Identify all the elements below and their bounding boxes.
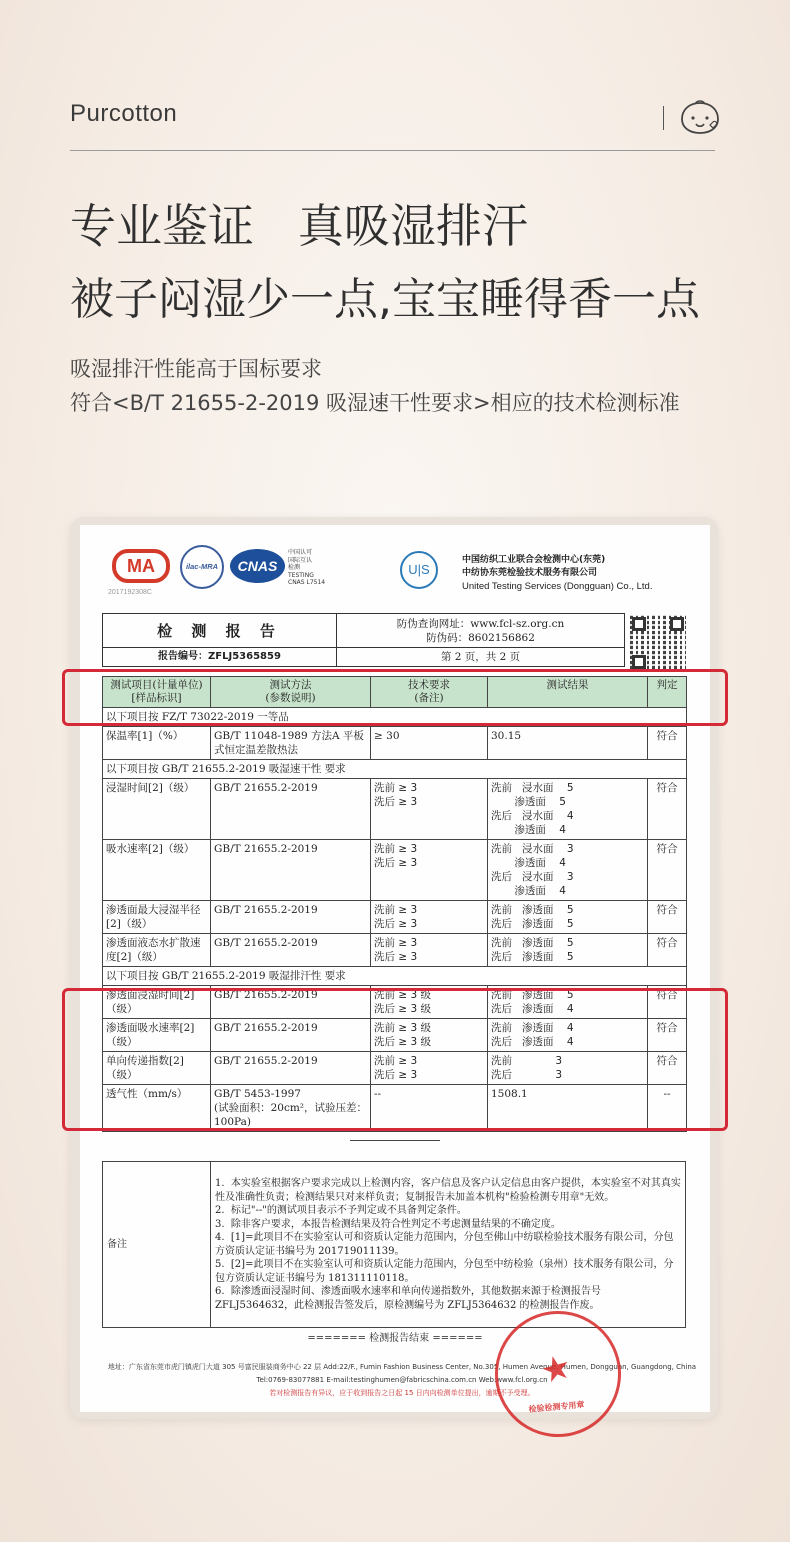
row-verdict: 符合	[648, 934, 687, 967]
row-result: 洗前 浸水面 3 渗透面 4 洗后 浸水面 3 渗透面 4	[488, 840, 648, 901]
cma-logo: MA	[112, 549, 170, 583]
col-item: 测试项目(计量单位) [样品标识]	[103, 677, 211, 708]
headline-line-2: 被子闷湿少一点,宝宝睡得香一点	[70, 274, 700, 325]
section-1-title: 以下项目按 FZ/T 73022-2019 一等品	[103, 708, 687, 727]
table-row	[103, 727, 687, 760]
row-requirement: ≥ 30	[371, 727, 488, 760]
brand-logo-text: Purcotton	[70, 100, 178, 127]
section-row	[103, 967, 687, 986]
page-info: 第 2 页，共 2 页	[337, 648, 625, 667]
row-result: 洗前 渗透面 5 洗后 渗透面 5	[488, 901, 648, 934]
cnas-text: 中国认可 国际互认 检测 TESTING CNAS L7514	[288, 549, 326, 586]
subtitle-line-1: 吸湿排汗性能高于国标要求	[70, 357, 322, 381]
row-result: 洗前 浸水面 5 渗透面 5 洗后 浸水面 4 渗透面 4	[488, 779, 648, 840]
row-method: GB/T 21655.2-2019	[211, 1019, 371, 1052]
row-method: GB/T 21655.2-2019	[211, 986, 371, 1019]
org-name-cn-2: 中纺协东莞检验技术服务有限公司	[462, 568, 598, 578]
verify-code: 防伪码：8602156862	[426, 631, 535, 644]
report-end-marker: ======= 检测报告结束 ======	[307, 1333, 483, 1344]
table-row	[103, 779, 687, 840]
table-row	[103, 934, 687, 967]
row-method: GB/T 21655.2-2019	[211, 1052, 371, 1085]
test-report	[80, 525, 710, 1412]
row-verdict: 符合	[648, 1019, 687, 1052]
row-item: 渗透面液态水扩散速度[2]（级）	[103, 934, 211, 967]
footer-objection: 若对检测报告有异议，应于收到报告之日起 15 日内向检测单位提出，逾期不予受理。	[269, 1389, 535, 1397]
row-verdict: 符合	[648, 727, 687, 760]
org-name	[462, 554, 652, 593]
section-3-title: 以下项目按 GB/T 21655.2-2019 吸湿排汗性 要求	[103, 967, 687, 986]
table-row	[103, 901, 687, 934]
row-result: 洗前 渗透面 4 洗后 渗透面 4	[488, 1019, 648, 1052]
row-requirement: 洗前 ≥ 3 洗后 ≥ 3	[371, 840, 488, 901]
footer-contact: Tel:0769-83077881 E-mail:testinghumen@fabricschina.com.cn Web:www.fcl.org.cn	[256, 1376, 548, 1384]
row-result: 洗前 3 洗后 3	[488, 1052, 648, 1085]
row-item: 渗透面最大浸湿半径[2]（级）	[103, 901, 211, 934]
report-number: 报告编号：ZFLJ5365859	[103, 648, 337, 667]
row-item: 透气性（mm/s）	[103, 1085, 211, 1132]
row-verdict: 符合	[648, 779, 687, 840]
row-item: 渗透面吸水速率[2]（级）	[103, 1019, 211, 1052]
verify-info	[337, 614, 625, 648]
row-verdict: 符合	[648, 840, 687, 901]
row-item: 渗透面浸湿时间[2]（级）	[103, 986, 211, 1019]
section-row	[103, 760, 687, 779]
col-requirement: 技术要求 (备注)	[371, 677, 488, 708]
row-method: GB/T 11048-1989 方法A 平板式恒定温差散热法	[211, 727, 371, 760]
notes-text: 1. 本实验室根据客户要求完成以上检测内容，客户信息及客户认定信息由客户提供，本实验室不对其真实性及准确性负责；检测结果只对来样负责；复制报告未加盖本机构"检验检测专用章"无效。 2. 标记"--"的测试项目表示不予判定或不具备判定条件。 3. 除非客户要求，本报告检测结果及符合性判定不考虑测量结果的不确定度。 4. [1]=此项目不在实验室认可和资质认定能力范围内，分包至佛山中纺联检验技术服务有限公司，分包方资质认定证书编号为 201719011139。 5. [2]=此项目不在实验室认可和资质认定能力范围内，分包至中纺检验（泉州）技术服务有限公司，分包方资质认定证书编号为 181311110118。 6. 除渗透面浸湿时间、渗透面吸水速率和单向传递指数外，其他数据来源于检测报告号 ZFLJ5364632，此检测报告签发后，原检测编号为 ZFLJ5364632 的检测报告作废。	[211, 1162, 686, 1328]
col-verdict: 判定	[648, 677, 687, 708]
cnas-logo: CNAS	[230, 549, 285, 583]
qr-code	[630, 615, 686, 671]
seal-text: 检验检测专用章	[528, 1399, 585, 1414]
col-method: 测试方法 (参数说明)	[211, 677, 371, 708]
row-item: 吸水速率[2]（级）	[103, 840, 211, 901]
row-method: GB/T 21655.2-2019	[211, 779, 371, 840]
report-title: 检 测 报 告	[103, 614, 337, 648]
notes-table	[102, 1161, 686, 1328]
row-verdict: 符合	[648, 1052, 687, 1085]
row-verdict: 符合	[648, 901, 687, 934]
uts-logo: U|S	[400, 551, 438, 589]
row-result: 洗前 渗透面 5 洗后 渗透面 5	[488, 934, 648, 967]
table-row	[103, 840, 687, 901]
col-result: 测试结果	[488, 677, 648, 708]
row-requirement: 洗前 ≥ 3 洗后 ≥ 3	[371, 1052, 488, 1085]
org-name-cn-1: 中国纺织工业联合会检测中心(东莞)	[462, 555, 606, 565]
header-rule	[70, 150, 715, 151]
seal-star-icon: ★	[536, 1346, 576, 1393]
row-item: 浸湿时间[2]（级）	[103, 779, 211, 840]
row-result: 1508.1	[488, 1085, 648, 1132]
row-requirement: 洗前 ≥ 3 洗后 ≥ 3	[371, 779, 488, 840]
header-divider	[663, 106, 664, 130]
row-verdict: 符合	[648, 986, 687, 1019]
row-requirement: 洗前 ≥ 3 级 洗后 ≥ 3 级	[371, 1019, 488, 1052]
highlight-wicking-frame	[62, 988, 728, 1131]
row-requirement: 洗前 ≥ 3 洗后 ≥ 3	[371, 934, 488, 967]
verify-url: 防伪查询网址：www.fcl-sz.org.cn	[396, 617, 565, 630]
row-result: 30.15	[488, 727, 648, 760]
cma-code: 2017192308C	[108, 589, 152, 596]
table-end-line	[350, 1140, 440, 1141]
baby-face-icon	[677, 98, 723, 136]
ilac-mra-logo: ilac-MRA	[180, 545, 224, 589]
row-result: 洗前 渗透面 5 洗后 渗透面 4	[488, 986, 648, 1019]
subtitle-line-2: 符合<B/T 21655-2-2019 吸湿速干性要求>相应的技术检测标准	[70, 391, 680, 415]
section-2-title: 以下项目按 GB/T 21655.2-2019 吸湿速干性 要求	[103, 760, 687, 779]
row-method: GB/T 21655.2-2019	[211, 901, 371, 934]
row-requirement: 洗前 ≥ 3 级 洗后 ≥ 3 级	[371, 986, 488, 1019]
footer-address: 地址：广东省东莞市虎门镇虎门大道 305 号富民服装商务中心 22 层 Add:22/F., Fumin Fashion Business Center, No.305, Humen Avenue, Humen, Dongguan, Guangdong, China	[107, 1363, 697, 1371]
row-item: 单向传递指数[2]（级）	[103, 1052, 211, 1085]
row-method: GB/T 21655.2-2019	[211, 840, 371, 901]
highlight-header-frame	[62, 669, 728, 726]
row-verdict: --	[648, 1085, 687, 1132]
headline-line-1: 专业鉴证 真吸湿排汗	[70, 199, 528, 253]
notes-label: 备注	[103, 1162, 211, 1328]
row-method: GB/T 21655.2-2019	[211, 934, 371, 967]
row-item: 保温率[1]（%）	[103, 727, 211, 760]
report-header-table	[102, 613, 625, 667]
row-requirement: --	[371, 1085, 488, 1132]
row-method: GB/T 5453-1997 (试验面积：20cm²，试验压差：100Pa)	[211, 1085, 371, 1132]
org-name-en: United Testing Services (Dongguan) Co., Ltd.	[462, 581, 653, 592]
row-requirement: 洗前 ≥ 3 洗后 ≥ 3	[371, 901, 488, 934]
